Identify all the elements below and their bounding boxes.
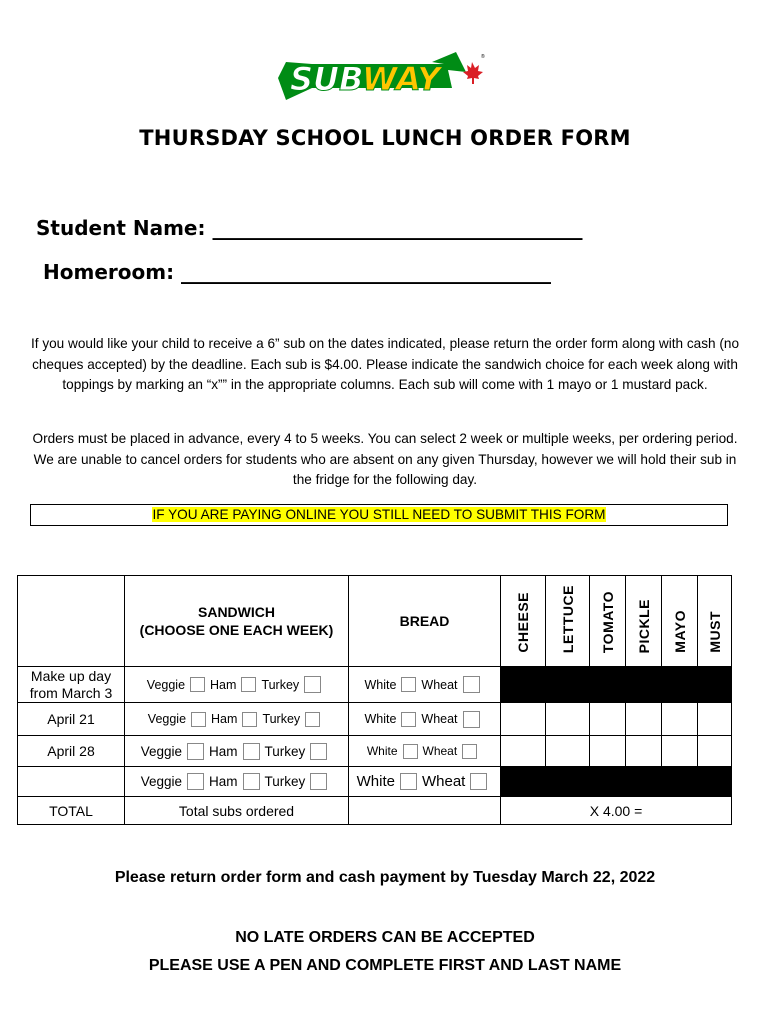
bread-choice-cell (349, 667, 501, 703)
turkey-checkbox[interactable] (310, 743, 327, 760)
veggie-label: Veggie (140, 743, 182, 759)
turkey-checkbox[interactable] (310, 773, 327, 790)
student-name-label: Student Name: (36, 216, 206, 240)
white-label: White (366, 744, 398, 759)
date-cell (18, 667, 125, 703)
white-checkbox[interactable] (401, 712, 416, 727)
wheat-label: Wheat (421, 677, 458, 692)
veggie-label: Veggie (147, 712, 187, 727)
online-notice: IF YOU ARE PAYING ONLINE YOU STILL NEED TO SUBMIT THIS FORM (152, 507, 606, 522)
veggie-checkbox[interactable] (187, 773, 204, 790)
date-cell (18, 767, 125, 797)
instructions-paragraph-1: If you would like your child to receive a 6” sub on the dates indicated, please return the order form along with cash (no cheques accepted) by the deadline. Each sub is $4.00. Please indicate the sandwich choice for each week along with toppings by marking an “x”” in the appropriate columns. Each sub will come with 1 mayo or 1 mustard pack. (30, 336, 740, 392)
sandwich-header-line2: (CHOOSE ONE EACH WEEK) (139, 622, 334, 638)
mayo-cell[interactable] (662, 703, 698, 736)
total-calc-label: X 4.00 = (589, 802, 643, 819)
logo-way-text: WAY (362, 60, 441, 98)
table-row (18, 767, 732, 797)
white-label: White (364, 677, 397, 692)
instructions-paragraph-2: Orders must be placed in advance, every 4 to 5 weeks. You can select 2 week or multiple weeks, per ordering period. We are unable to cancel orders for students who are absent on any given Thursday, however we will hold their sub in the fridge for the following day. (32, 431, 738, 487)
order-table (17, 575, 732, 825)
homeroom-field[interactable] (43, 260, 551, 284)
turkey-label: Turkey (262, 712, 301, 727)
turkey-label: Turkey (261, 677, 300, 692)
wheat-label: Wheat (422, 744, 458, 759)
bread-choice-cell (349, 767, 501, 797)
sandwich-choice-cell (125, 703, 349, 736)
table-row (18, 703, 732, 736)
tomato-cell[interactable] (590, 703, 626, 736)
wheat-label: Wheat (421, 712, 458, 726)
late-orders-note: NO LATE ORDERS CAN BE ACCEPTED (235, 929, 535, 946)
bread-header-label: BREAD (399, 613, 450, 629)
sandwich-choice-cell (125, 736, 349, 767)
date-label-line1: Make up day (30, 667, 112, 684)
tomato-header (590, 576, 626, 667)
tomato-header-label: TOMATO (599, 590, 616, 653)
tomato-cell[interactable] (590, 736, 626, 767)
date-cell (18, 736, 125, 767)
veggie-checkbox[interactable] (191, 712, 206, 727)
page-title: THURSDAY SCHOOL LUNCH ORDER FORM (139, 126, 631, 150)
sandwich-header (125, 576, 349, 667)
veggie-label: Veggie (146, 677, 186, 692)
turkey-checkbox[interactable] (305, 712, 320, 727)
lettuce-cell[interactable] (546, 736, 590, 767)
ham-checkbox[interactable] (241, 677, 256, 692)
homeroom-label: Homeroom: (43, 260, 175, 284)
lettuce-cell[interactable] (546, 703, 590, 736)
ham-label: Ham (209, 743, 238, 759)
total-subs-label: Total subs ordered (178, 802, 295, 819)
date-label: April 21 (47, 710, 95, 727)
mustard-cell[interactable] (698, 736, 732, 767)
student-name-blank[interactable]: _____________________________________ (212, 216, 583, 240)
wheat-checkbox[interactable] (463, 676, 480, 693)
pickle-header (626, 576, 662, 667)
mayo-cell[interactable] (662, 736, 698, 767)
total-label: TOTAL (49, 802, 93, 819)
veggie-checkbox[interactable] (190, 677, 205, 692)
mayo-header-label: MAYO (671, 610, 688, 653)
pickle-cell[interactable] (626, 736, 662, 767)
mustard-header-label: MUST (706, 611, 723, 653)
white-checkbox[interactable] (400, 773, 417, 790)
toppings-blocked-cell (501, 767, 732, 797)
registered-mark: ® (481, 54, 485, 60)
white-checkbox[interactable] (401, 677, 416, 692)
homeroom-blank[interactable]: _____________________________________ (181, 260, 552, 284)
logo-sub-text: SUB (290, 60, 364, 98)
wheat-label: Wheat (421, 773, 466, 790)
white-checkbox[interactable] (403, 744, 418, 759)
maple-leaf-icon (463, 62, 483, 84)
date-label-line2: from March 3 (29, 684, 113, 701)
bread-choice-cell (349, 703, 501, 736)
mustard-header (698, 576, 732, 667)
white-label: White (356, 773, 395, 790)
bread-choice-cell (349, 736, 501, 767)
ham-label: Ham (210, 677, 237, 692)
pickle-header-label: PICKLE (635, 598, 652, 653)
lettuce-header-label: LETTUCE (559, 584, 576, 653)
subway-logo (272, 48, 492, 106)
total-calc-cell[interactable] (501, 797, 732, 825)
cheese-header-label: CHEESE (515, 592, 531, 653)
white-label: White (364, 712, 397, 726)
turkey-label: Turkey (264, 743, 306, 759)
pickle-cell[interactable] (626, 703, 662, 736)
toppings-blocked-cell (501, 667, 732, 703)
table-row (18, 736, 732, 767)
sandwich-choice-cell (125, 767, 349, 797)
total-blank-cell[interactable] (349, 797, 501, 825)
return-deadline-note: Please return order form and cash payment by Tuesday March 22, 2022 (114, 869, 656, 886)
total-row (18, 797, 732, 825)
bread-header (349, 576, 501, 667)
ham-label: Ham (211, 712, 238, 727)
lettuce-header (546, 576, 590, 667)
pen-instruction-note: PLEASE USE A PEN AND COMPLETE FIRST AND LAST NAME (148, 957, 622, 974)
cheese-cell[interactable] (501, 736, 546, 767)
turkey-checkbox[interactable] (304, 676, 321, 693)
header-row (18, 576, 732, 667)
student-name-field[interactable] (36, 216, 582, 240)
ham-checkbox[interactable] (242, 712, 257, 727)
veggie-checkbox[interactable] (187, 743, 204, 760)
wheat-checkbox[interactable] (470, 773, 487, 790)
ham-label: Ham (209, 774, 238, 789)
sandwich-choice-cell (125, 667, 349, 703)
ham-checkbox[interactable] (243, 773, 260, 790)
total-subs-cell[interactable] (125, 797, 349, 825)
sandwich-header-line1: SANDWICH (198, 604, 275, 620)
turkey-label: Turkey (264, 774, 306, 789)
wheat-checkbox[interactable] (462, 744, 477, 759)
ham-checkbox[interactable] (243, 743, 260, 760)
header-blank-cell (18, 576, 125, 667)
table-row (18, 667, 732, 703)
date-cell (18, 703, 125, 736)
mustard-cell[interactable] (698, 703, 732, 736)
cheese-header (501, 576, 546, 667)
veggie-label: Veggie (140, 774, 182, 789)
date-label: April 28 (47, 742, 95, 759)
mayo-header (662, 576, 698, 667)
wheat-checkbox[interactable] (463, 711, 480, 728)
cheese-cell[interactable] (501, 703, 546, 736)
online-notice-box (30, 504, 728, 526)
total-label-cell (18, 797, 125, 825)
